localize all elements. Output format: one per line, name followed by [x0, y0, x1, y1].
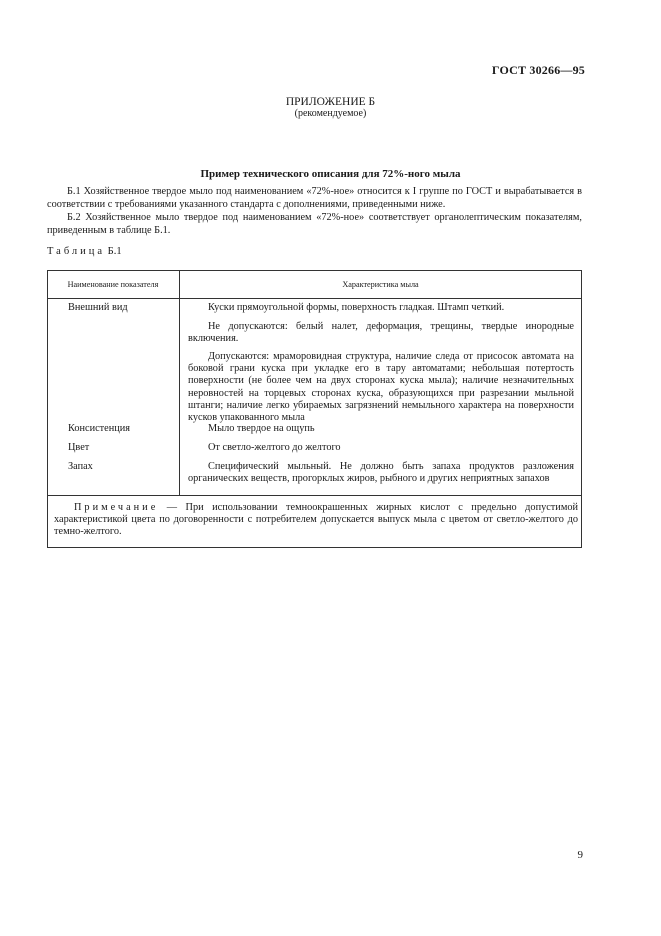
- indicator-smell: Запах: [68, 461, 93, 472]
- smell-value: Специфический мыльный. Не должно быть запаха продуктов разложения органических веществ, прогорклых жиров, рыбного и других неприятных запахов: [188, 461, 574, 485]
- column-divider: [179, 271, 180, 495]
- indicator-color: Цвет: [68, 442, 90, 453]
- column-header-indicator: Наименование показателя: [67, 280, 159, 289]
- appearance-value-1: Куски прямоугольной формы, поверхность гладкая. Штамп четкий.: [208, 302, 505, 313]
- consistency-value: Мыло твердое на ощупь: [208, 423, 315, 434]
- note-text: — При использовании темноокрашенных жирных кислот с предельно допустимой характеристикой цвета по договоренности с потребителем допускается выпуск мыла с цветом от светло-желтого до темно-желтого.: [54, 502, 578, 537]
- indicator-appearance: Внешний вид: [68, 302, 128, 313]
- table-caption-label: Таблица: [47, 246, 106, 257]
- note-divider: [48, 495, 581, 496]
- column-header-characteristic: Характеристика мыла: [342, 280, 419, 289]
- table-note: [54, 502, 578, 538]
- appearance-value-3: Допускаются: мраморовидная структура, наличие следа от присосок автомата на боковой грани куска при укладке его в тару автоматами; небольшая потертость поверхности (не более чем на двух сторонах куска мыла); наличие незначительных неровностей на торцевых сторонах куска, образующихся при разрезании мыльной штанги; наличие легко убираемых загрязнений немыльного характера на поверхности кусков упакованного мыла: [188, 351, 574, 424]
- table-caption: [47, 246, 122, 257]
- indicator-consistency: Консистенция: [68, 423, 131, 434]
- appendix-subtitle: (рекомендуемое): [294, 108, 367, 119]
- table-header-row: [48, 271, 581, 299]
- paragraph-b1: Б.1 Хозяйственное твердое мыло под наименованием «72%-ное» относится к I группе по ГОСТ и вырабатывается в соответствии с требованиями указанного стандарта с дополнениями, приведенными ниже.: [47, 186, 582, 210]
- section-title: Пример технического описания для 72%-ного мыла: [200, 168, 461, 180]
- standard-header: ГОСТ 30266—95: [491, 63, 585, 77]
- page-number: 9: [577, 849, 583, 861]
- characteristics-table: [47, 270, 582, 548]
- appendix-title: ПРИЛОЖЕНИЕ Б: [285, 96, 376, 108]
- appearance-value-2: Не допускаются: белый налет, деформация, трещины, твердые инородные включения.: [188, 321, 574, 345]
- note-label: Примечание: [74, 502, 159, 513]
- paragraph-b2: Б.2 Хозяйственное мыло твердое под наименованием «72%-ное» соответствует органолептическим показателям, приведенным в таблице Б.1.: [47, 212, 582, 236]
- table-caption-number: Б.1: [107, 246, 122, 257]
- color-value: От светло-желтого до желтого: [208, 442, 341, 453]
